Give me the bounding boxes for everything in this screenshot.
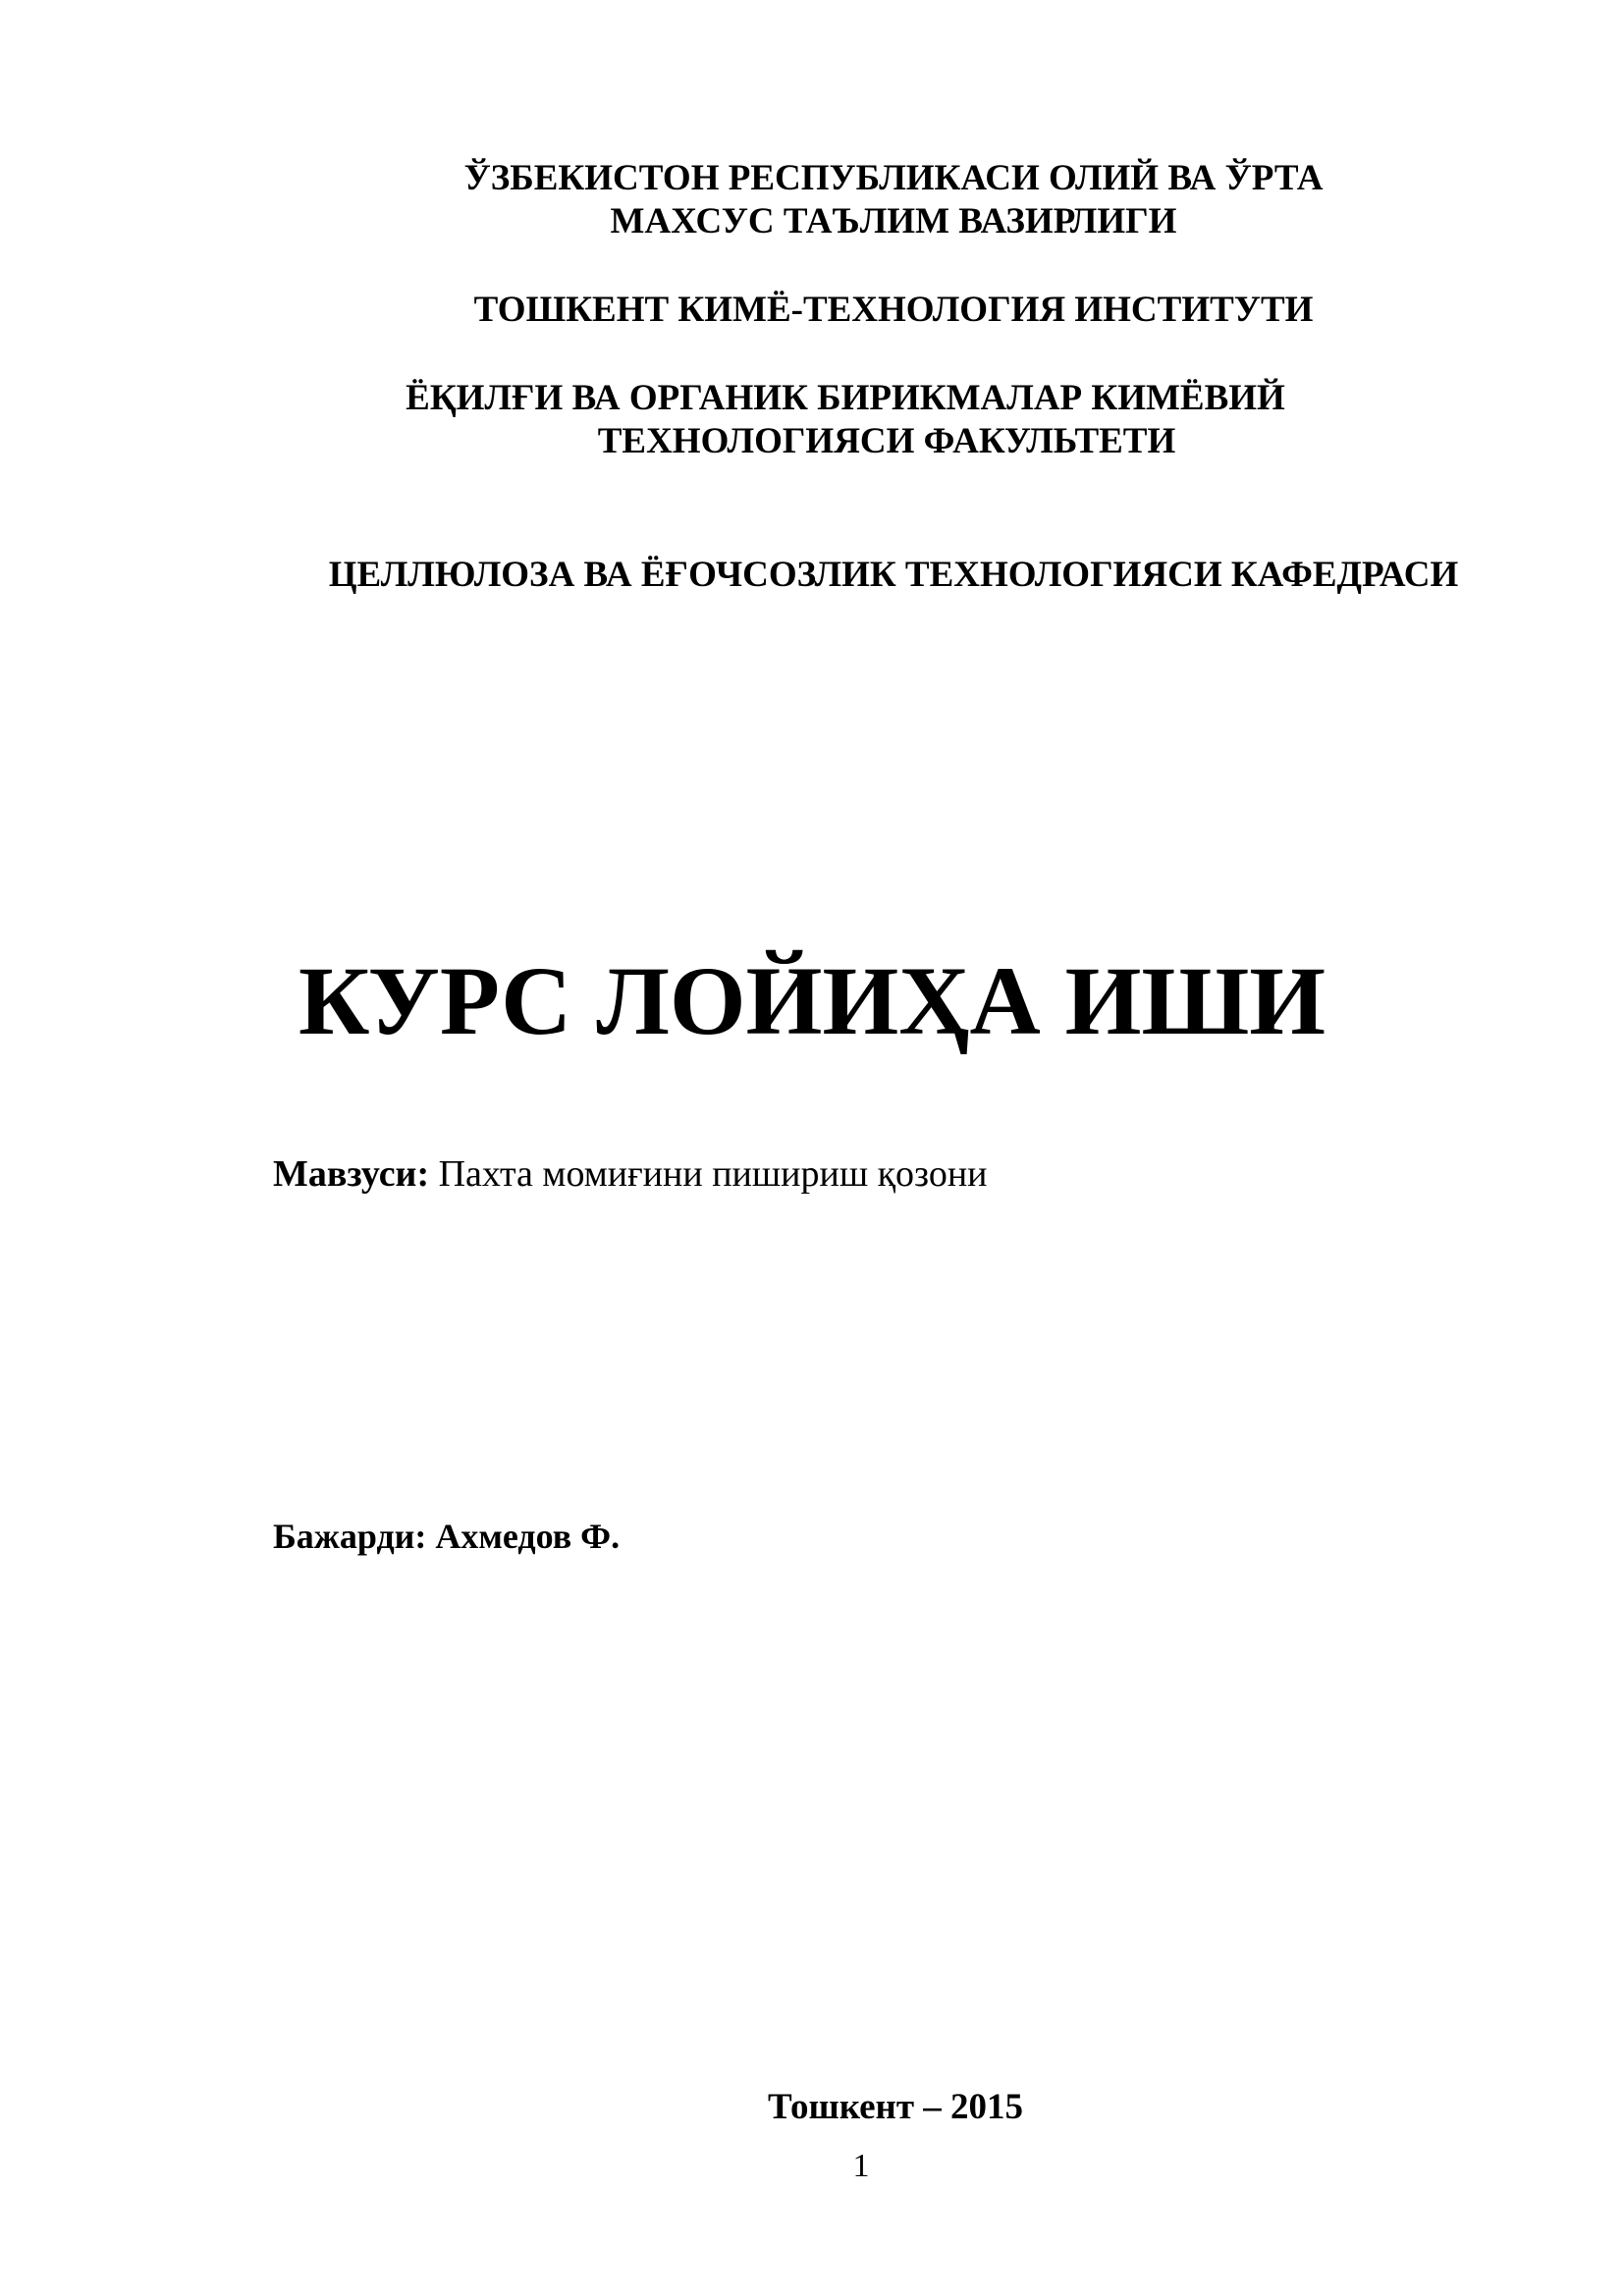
ministry-line-2: МАХСУС ТАЪЛИМ ВАЗИРЛИГИ [610, 201, 1177, 241]
topic-line [273, 1151, 988, 1197]
topic-label: Мавзуси: [273, 1153, 430, 1195]
faculty-line-2: ТЕХНОЛОГИЯСИ ФАКУЛЬТЕТИ [597, 421, 1176, 461]
faculty-line-1: ЁҚИЛҒИ ВА ОРГАНИК БИРИКМАЛАР КИМЁВИЙ [406, 378, 1285, 418]
institute-name: ТОШКЕНТ КИМЁ-ТЕХНОЛОГИЯ ИНСТИТУТИ [473, 290, 1314, 330]
city-year: Тошкент – 2015 [767, 2087, 1024, 2127]
ministry-line-1: ЎЗБЕКИСТОН РЕСПУБЛИКАСИ ОЛИЙ ВА ЎРТА [463, 158, 1324, 198]
department-name: ЦЕЛЛЮЛОЗА ВА ЁҒОЧСОЗЛИК ТЕХНОЛОГИЯСИ КАФЕДРАСИ [328, 555, 1459, 595]
author-line: Бажарди: Ахмедов Ф. [273, 1517, 621, 1556]
document-title: КУРС ЛОЙИҲА ИШИ [298, 946, 1326, 1055]
page-number: 1 [852, 2148, 870, 2184]
topic-value: Пахта момиғини пишириш қозони [438, 1153, 988, 1195]
